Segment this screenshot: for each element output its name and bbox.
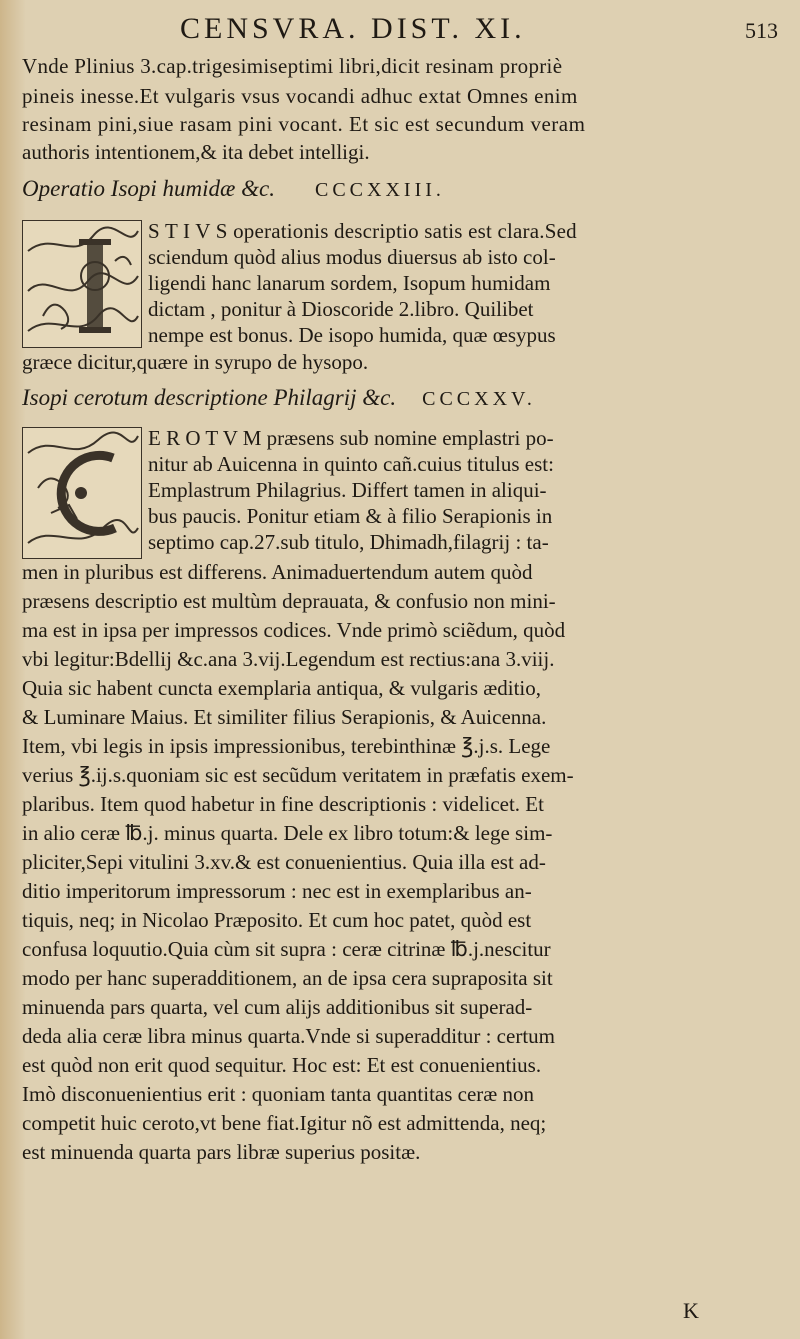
text-line: sciendum quòd alius modus diuersus ab isto col- (148, 245, 556, 269)
text-line: in alio ceræ ℔.j. minus quarta. Dele ex libro totum:& lege sim- (22, 821, 553, 845)
text-line: men in pluribus est differens. Animaduertendum autem quòd (22, 560, 533, 584)
text-line: Imò disconuenientius erit : quoniam tanta quantitas ceræ non (22, 1082, 535, 1106)
text-line: minuenda pars quarta, vel cum alijs additionibus sit superad- (22, 995, 533, 1019)
text-line: resinam pini,siue rasam pini vocant. Et sic est secundum veram (22, 112, 586, 136)
text-line: præsens descriptio est multùm deprauata, & confusio non mini- (22, 589, 556, 613)
text-line: ma est in ipsa per impressos codices. Vnde primò sciẽdum, quòd (22, 618, 566, 642)
section-heading (22, 176, 445, 202)
text-line: modo per hanc superadditionem, an de ipsa cera supraposita sit (22, 966, 553, 990)
text-line: bus paucis. Ponitur etiam & à filio Serapionis in (148, 504, 553, 528)
text-line: est minuenda quarta pars libræ superius positæ. (22, 1140, 421, 1164)
text-line: nitur ab Auicenna in quinto cañ.cuius titulus est: (148, 452, 554, 476)
text-line: authoris intentionem,& ita debet intelligi. (22, 140, 370, 164)
signature-mark: K (683, 1298, 699, 1323)
text-line: verius ℥.ij.s.quoniam sic est secũdum veritatem in præfatis exem- (22, 763, 574, 787)
text-line: deda alia ceræ libra minus quarta.Vnde si superadditur : certum (22, 1024, 555, 1048)
text-line: Vnde Plinius 3.cap.trigesimiseptimi libri,dicit resinam propriè (22, 54, 563, 78)
text-line: Item, vbi legis in ipsis impressionibus, terebinthinæ ℥.j.s. Lege (22, 734, 551, 758)
text-line: græce dicitur,quære in syrupo de hysopo. (22, 350, 369, 374)
section-heading (22, 385, 536, 411)
text-line: dictam , ponitur à Dioscoride 2.libro. Quilibet (148, 297, 534, 321)
text-line: Quia sic habent cuncta exemplaria antiqua, & vulgaris æditio, (22, 676, 542, 700)
decorated-initial-icon (22, 220, 142, 348)
text-line: ligendi hanc lanarum sordem, Isopum humidam (148, 271, 551, 295)
section-heading-number: CCCXXIII. (315, 179, 445, 201)
text-line: vbi legitur:Bdellij &c.ana 3.vij.Legendum est rectius:ana 3.viij. (22, 647, 555, 671)
text-line: plaribus. Item quod habetur in fine descriptionis : videlicet. Et (22, 792, 544, 816)
text-line: confusa loquutio.Quia cùm sit supra : ceræ citrinæ ℔.j.nescitur (22, 937, 551, 961)
text-line: E R O T V M præsens sub nomine emplastri po- (148, 426, 554, 450)
text-line: competit huic ceroto,vt bene fiat.Igitur nõ est admittenda, neq; (22, 1111, 547, 1135)
text-line: S T I V S operationis descriptio satis est clara.Sed (148, 219, 577, 243)
section-heading-number: CCCXXV. (422, 388, 536, 410)
text-line: pineis inesse.Et vulgaris vsus vocandi adhuc extat Omnes enim (22, 84, 578, 108)
page-number: 513 (745, 18, 778, 43)
section-heading-title: Operatio Isopi humidæ &c. (22, 176, 275, 201)
text-line: est quòd non erit quod sequitur. Hoc est: Et est conuenientius. (22, 1053, 542, 1077)
text-line: nempe est bonus. De isopo humida, quæ œsypus (148, 323, 556, 347)
text-line: Emplastrum Philagrius. Differt tamen in aliqui- (148, 478, 547, 502)
text-line: septimo cap.27.sub titulo, Dhimadh,filagrij : ta- (148, 530, 549, 554)
running-header (0, 12, 800, 52)
text-line: tiquis, neq; in Nicolao Præposito. Et cum hoc patet, quòd est (22, 908, 532, 932)
section-heading-title: Isopi cerotum descriptione Philagrij &c. (22, 385, 397, 410)
text-line: & Luminare Maius. Et similiter filius Serapionis, & Auicenna. (22, 705, 547, 729)
decorated-initial-icon (22, 427, 142, 559)
text-line: ditio imperitorum impressorum : nec est in exemplaribus an- (22, 879, 532, 903)
text-line: pliciter,Sepi vitulini 3.xv.& est conuenientius. Quia illa est ad- (22, 850, 546, 874)
running-title: CENSVRA. DIST. XI. (180, 12, 526, 45)
